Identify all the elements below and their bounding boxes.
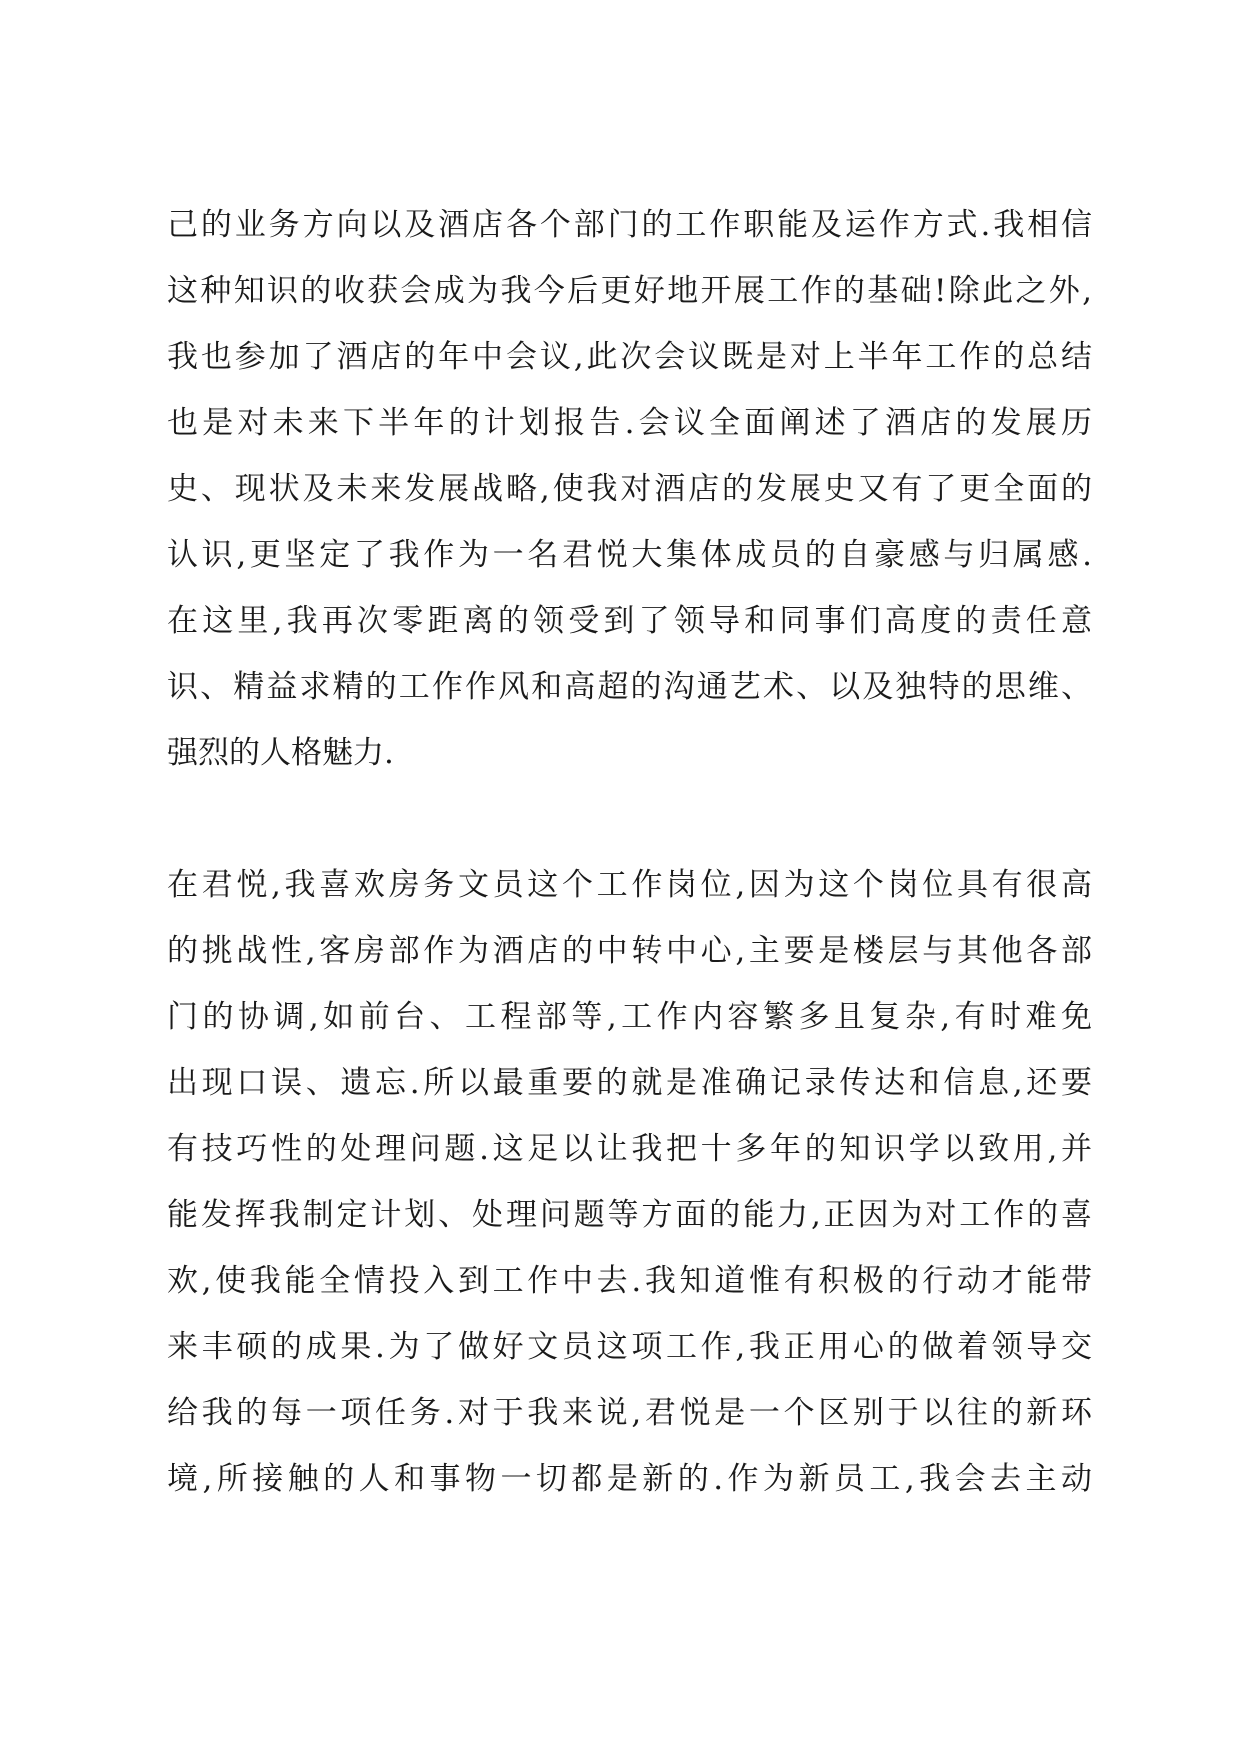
text-line: 欢,使我能全情投入到工作中去.我知道惟有积极的行动才能带 — [167, 1263, 1092, 1299]
text-line: 来丰硕的成果.为了做好文员这项工作,我正用心的做着领导交 — [167, 1329, 1092, 1365]
text-line: 史、现状及未来发展战略,使我对酒店的发展史又有了更全面的 — [167, 471, 1092, 507]
text-line: 在君悦,我喜欢房务文员这个工作岗位,因为这个岗位具有很高 — [167, 867, 1092, 903]
text-line: 在这里,我再次零距离的领受到了领导和同事们高度的责任意 — [167, 603, 1092, 639]
text-line: 有技巧性的处理问题.这足以让我把十多年的知识学以致用,并 — [167, 1131, 1092, 1167]
text-line: 认识,更坚定了我作为一名君悦大集体成员的自豪感与归属感. — [167, 537, 1092, 573]
text-line: 这种知识的收获会成为我今后更好地开展工作的基础!除此之外, — [167, 273, 1092, 309]
text-line: 的挑战性,客房部作为酒店的中转中心,主要是楼层与其他各部 — [167, 933, 1092, 969]
text-line: 门的协调,如前台、工程部等,工作内容繁多且复杂,有时难免 — [167, 999, 1092, 1035]
text-line: 己的业务方向以及酒店各个部门的工作职能及运作方式.我相信 — [167, 207, 1092, 243]
text-line: 强烈的人格魅力. — [167, 735, 394, 771]
text-line: 识、精益求精的工作作风和高超的沟通艺术、以及独特的思维、 — [167, 669, 1092, 705]
text-line: 出现口误、遗忘.所以最重要的就是准确记录传达和信息,还要 — [167, 1065, 1092, 1101]
text-line: 给我的每一项任务.对于我来说,君悦是一个区别于以往的新环 — [167, 1395, 1092, 1431]
text-line: 我也参加了酒店的年中会议,此次会议既是对上半年工作的总结 — [167, 339, 1092, 375]
text-line: 也是对未来下半年的计划报告.会议全面阐述了酒店的发展历 — [167, 405, 1092, 441]
text-line: 境,所接触的人和事物一切都是新的.作为新员工,我会去主动 — [167, 1461, 1092, 1497]
text-line: 能发挥我制定计划、处理问题等方面的能力,正因为对工作的喜 — [167, 1197, 1092, 1233]
